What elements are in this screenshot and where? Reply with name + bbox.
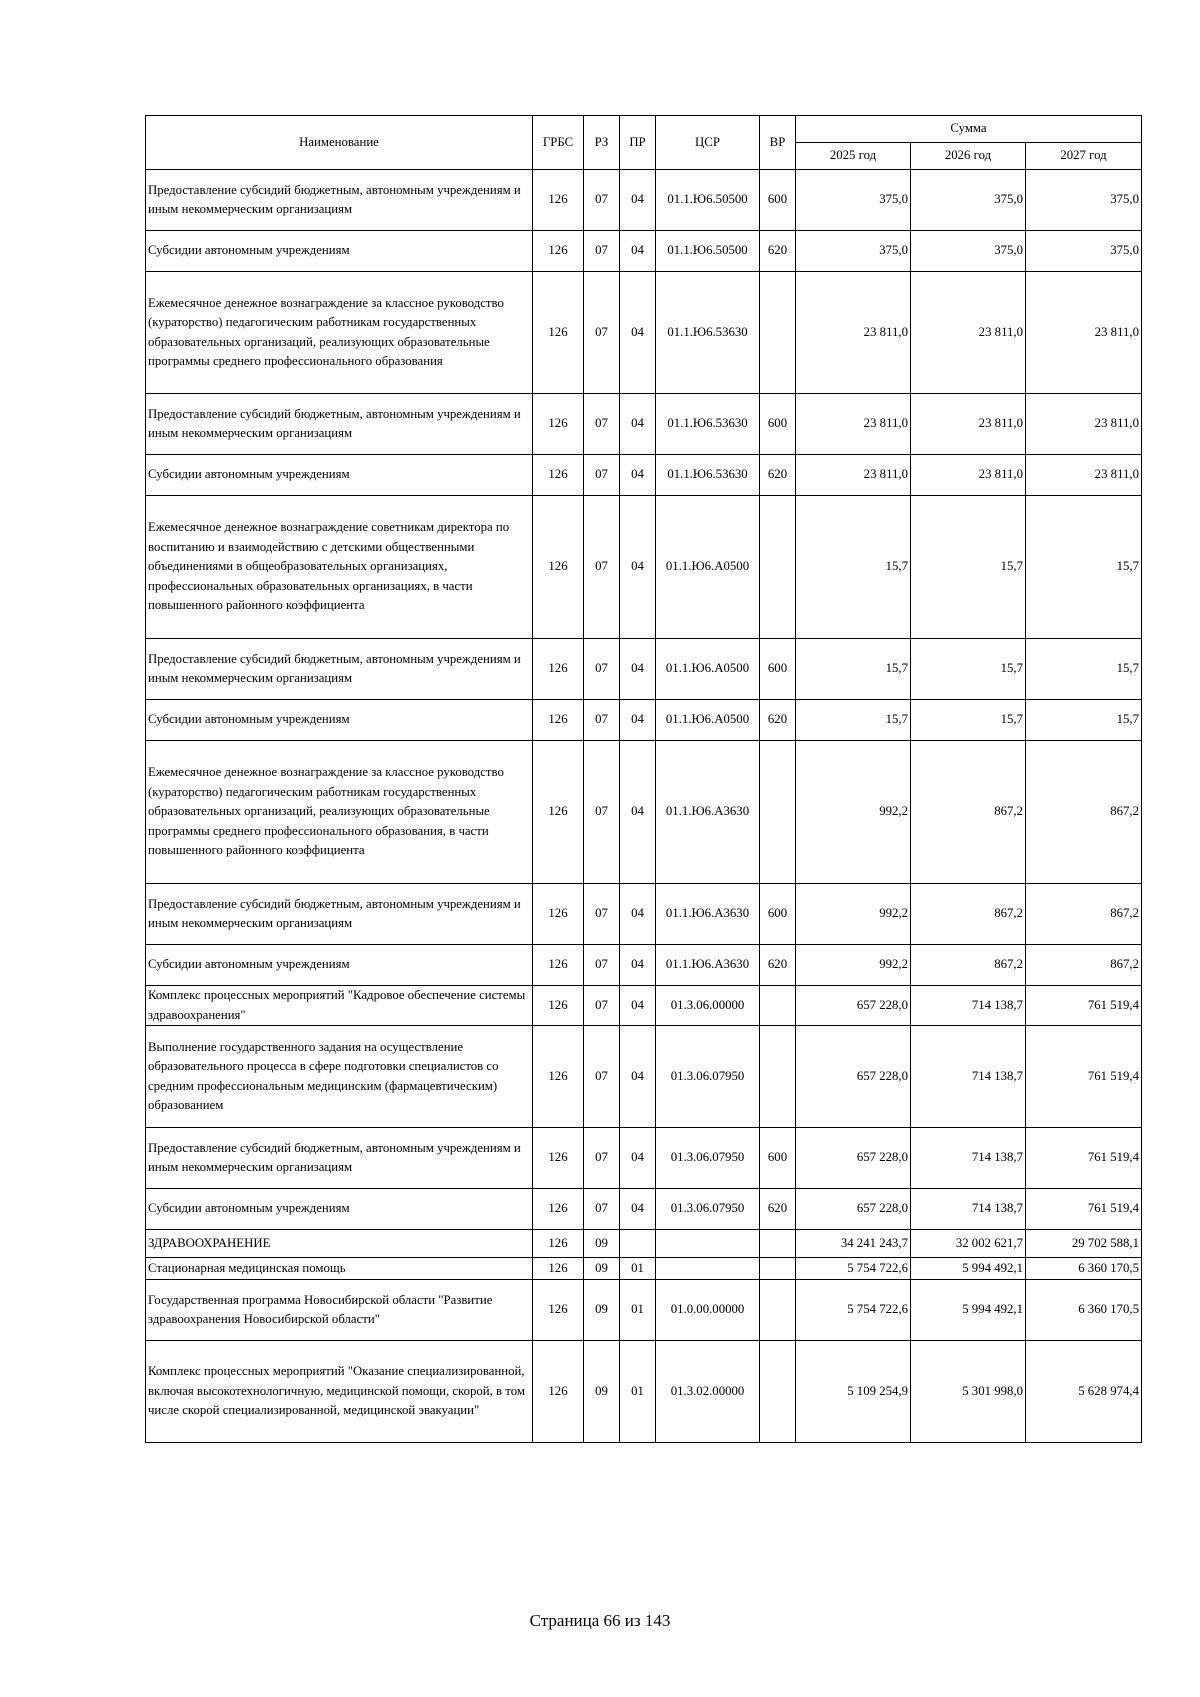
- table-row: [146, 272, 1142, 394]
- cell-csr: 01.1.Ю6.53630: [656, 455, 760, 496]
- cell-sum-2026: 714 138,7: [911, 986, 1026, 1026]
- budget-table: [145, 115, 1142, 1443]
- cell-grbs: 126: [533, 1341, 584, 1443]
- cell-sum-2025: 5 754 722,6: [796, 1280, 911, 1341]
- cell-rz: 07: [584, 394, 620, 455]
- table-row: [146, 945, 1142, 986]
- cell-csr: [656, 1230, 760, 1258]
- cell-csr: 01.1.Ю6.50500: [656, 170, 760, 231]
- cell-pr: 01: [620, 1341, 656, 1443]
- table-row: [146, 639, 1142, 700]
- cell-name: Государственная программа Новосибирской области "Развитие здравоохранения Новосибирской области": [146, 1280, 533, 1341]
- cell-csr: 01.1.Ю6.А3630: [656, 884, 760, 945]
- cell-sum-2027: 375,0: [1026, 231, 1142, 272]
- cell-sum-2026: 714 138,7: [911, 1128, 1026, 1189]
- cell-grbs: 126: [533, 170, 584, 231]
- table-row: [146, 496, 1142, 639]
- cell-sum-2027: 6 360 170,5: [1026, 1280, 1142, 1341]
- cell-vr: [760, 1026, 796, 1128]
- table-header: [146, 116, 1142, 170]
- cell-name: Ежемесячное денежное вознаграждение за классное руководство (кураторство) педагогическим работникам государственных образовательных организаций, реализующих образовательные программы среднего профессионального образования: [146, 272, 533, 394]
- cell-sum-2026: 23 811,0: [911, 272, 1026, 394]
- cell-name: Предоставление субсидий бюджетным, автономным учреждениям и иным некоммерческим организациям: [146, 884, 533, 945]
- table-row: [146, 455, 1142, 496]
- cell-sum-2026: 867,2: [911, 741, 1026, 884]
- cell-sum-2026: 5 994 492,1: [911, 1280, 1026, 1341]
- cell-csr: 01.3.06.00000: [656, 986, 760, 1026]
- cell-pr: 04: [620, 496, 656, 639]
- cell-sum-2025: 992,2: [796, 945, 911, 986]
- cell-vr: [760, 1341, 796, 1443]
- cell-pr: 04: [620, 986, 656, 1026]
- table-row: [146, 1280, 1142, 1341]
- table-row: [146, 1230, 1142, 1258]
- cell-rz: 07: [584, 741, 620, 884]
- cell-sum-2027: 15,7: [1026, 639, 1142, 700]
- cell-csr: 01.1.Ю6.А0500: [656, 496, 760, 639]
- table-row: [146, 170, 1142, 231]
- table-row: [146, 884, 1142, 945]
- cell-pr: 04: [620, 700, 656, 741]
- cell-sum-2025: 34 241 243,7: [796, 1230, 911, 1258]
- cell-csr: 01.1.Ю6.А3630: [656, 741, 760, 884]
- cell-csr: [656, 1258, 760, 1280]
- cell-grbs: 126: [533, 1258, 584, 1280]
- cell-sum-2027: 761 519,4: [1026, 1189, 1142, 1230]
- cell-sum-2026: 375,0: [911, 170, 1026, 231]
- cell-grbs: 126: [533, 884, 584, 945]
- cell-vr: 600: [760, 639, 796, 700]
- cell-rz: 07: [584, 639, 620, 700]
- cell-rz: 07: [584, 986, 620, 1026]
- header-name: Наименование: [146, 116, 533, 170]
- cell-rz: 07: [584, 1128, 620, 1189]
- cell-vr: 600: [760, 1128, 796, 1189]
- cell-sum-2027: 867,2: [1026, 884, 1142, 945]
- cell-sum-2026: 15,7: [911, 700, 1026, 741]
- table-body: [146, 170, 1142, 1443]
- cell-csr: 01.1.Ю6.53630: [656, 394, 760, 455]
- cell-pr: 04: [620, 170, 656, 231]
- cell-vr: 600: [760, 394, 796, 455]
- cell-vr: 600: [760, 170, 796, 231]
- cell-sum-2025: 23 811,0: [796, 272, 911, 394]
- cell-sum-2026: 867,2: [911, 945, 1026, 986]
- cell-sum-2025: 23 811,0: [796, 394, 911, 455]
- cell-pr: 04: [620, 1189, 656, 1230]
- cell-sum-2025: 5 109 254,9: [796, 1341, 911, 1443]
- cell-sum-2027: 761 519,4: [1026, 986, 1142, 1026]
- cell-sum-2027: 23 811,0: [1026, 455, 1142, 496]
- cell-sum-2027: 29 702 588,1: [1026, 1230, 1142, 1258]
- cell-sum-2026: 714 138,7: [911, 1026, 1026, 1128]
- cell-grbs: 126: [533, 1026, 584, 1128]
- cell-grbs: 126: [533, 231, 584, 272]
- cell-sum-2025: 5 754 722,6: [796, 1258, 911, 1280]
- cell-grbs: 126: [533, 394, 584, 455]
- cell-sum-2025: 15,7: [796, 496, 911, 639]
- cell-name: Выполнение государственного задания на осуществление образовательного процесса в сфере подготовки специалистов со средним профессиональным медицинским (фармацевтическим) образованием: [146, 1026, 533, 1128]
- cell-csr: 01.1.Ю6.А0500: [656, 639, 760, 700]
- header-year-2025: 2025 год: [796, 143, 911, 170]
- cell-sum-2025: 657 228,0: [796, 986, 911, 1026]
- cell-rz: 07: [584, 170, 620, 231]
- cell-sum-2026: 714 138,7: [911, 1189, 1026, 1230]
- cell-vr: [760, 1230, 796, 1258]
- cell-rz: 07: [584, 455, 620, 496]
- table-row: [146, 1189, 1142, 1230]
- cell-pr: 04: [620, 741, 656, 884]
- table-row: [146, 231, 1142, 272]
- cell-pr: 01: [620, 1280, 656, 1341]
- cell-pr: 04: [620, 455, 656, 496]
- cell-rz: 09: [584, 1258, 620, 1280]
- cell-sum-2025: 992,2: [796, 741, 911, 884]
- cell-csr: 01.1.Ю6.А0500: [656, 700, 760, 741]
- cell-csr: 01.3.06.07950: [656, 1189, 760, 1230]
- header-year-2026: 2026 год: [911, 143, 1026, 170]
- table-row: [146, 1128, 1142, 1189]
- cell-rz: 09: [584, 1280, 620, 1341]
- cell-csr: 01.3.06.07950: [656, 1026, 760, 1128]
- cell-vr: 620: [760, 1189, 796, 1230]
- cell-pr: 04: [620, 394, 656, 455]
- cell-vr: [760, 741, 796, 884]
- cell-sum-2025: 375,0: [796, 231, 911, 272]
- cell-name: ЗДРАВООХРАНЕНИЕ: [146, 1230, 533, 1258]
- cell-rz: 07: [584, 272, 620, 394]
- cell-csr: 01.1.Ю6.53630: [656, 272, 760, 394]
- table-row: [146, 1258, 1142, 1280]
- cell-sum-2026: 23 811,0: [911, 394, 1026, 455]
- cell-grbs: 126: [533, 945, 584, 986]
- header-grbs: ГРБС: [533, 116, 584, 170]
- cell-grbs: 126: [533, 455, 584, 496]
- cell-name: Ежемесячное денежное вознаграждение за классное руководство (кураторство) педагогическим работникам государственных образовательных организаций, реализующих образовательные программы среднего профессионального образования, в части повышенного районного коэффициента: [146, 741, 533, 884]
- cell-grbs: 126: [533, 986, 584, 1026]
- table-row: [146, 394, 1142, 455]
- cell-rz: 07: [584, 1026, 620, 1128]
- cell-sum-2025: 23 811,0: [796, 455, 911, 496]
- cell-sum-2027: 867,2: [1026, 945, 1142, 986]
- cell-rz: 07: [584, 884, 620, 945]
- cell-sum-2027: 867,2: [1026, 741, 1142, 884]
- cell-pr: 04: [620, 639, 656, 700]
- table-row: [146, 1026, 1142, 1128]
- header-csr: ЦСР: [656, 116, 760, 170]
- cell-rz: 09: [584, 1341, 620, 1443]
- cell-sum-2025: 657 228,0: [796, 1189, 911, 1230]
- cell-name: Комплекс процессных мероприятий "Кадровое обеспечение системы здравоохранения": [146, 986, 533, 1026]
- cell-rz: 07: [584, 945, 620, 986]
- cell-grbs: 126: [533, 1128, 584, 1189]
- cell-sum-2027: 761 519,4: [1026, 1128, 1142, 1189]
- header-pr: ПР: [620, 116, 656, 170]
- cell-pr: 01: [620, 1258, 656, 1280]
- table-row: [146, 986, 1142, 1026]
- cell-name: Комплекс процессных мероприятий "Оказание специализированной, включая высокотехнологичную, медицинской помощи, скорой, в том числе скорой специализированной, медицинской эвакуации": [146, 1341, 533, 1443]
- cell-sum-2027: 5 628 974,4: [1026, 1341, 1142, 1443]
- cell-sum-2025: 375,0: [796, 170, 911, 231]
- cell-sum-2025: 657 228,0: [796, 1026, 911, 1128]
- table-row: [146, 700, 1142, 741]
- cell-grbs: 126: [533, 272, 584, 394]
- cell-sum-2025: 15,7: [796, 639, 911, 700]
- cell-grbs: 126: [533, 1230, 584, 1258]
- cell-name: Субсидии автономным учреждениям: [146, 700, 533, 741]
- cell-sum-2025: 657 228,0: [796, 1128, 911, 1189]
- cell-sum-2027: 23 811,0: [1026, 394, 1142, 455]
- cell-sum-2025: 992,2: [796, 884, 911, 945]
- header-year-2027: 2027 год: [1026, 143, 1142, 170]
- cell-vr: 620: [760, 455, 796, 496]
- cell-vr: 620: [760, 945, 796, 986]
- cell-csr: 01.0.00.00000: [656, 1280, 760, 1341]
- cell-rz: 07: [584, 700, 620, 741]
- cell-pr: 04: [620, 884, 656, 945]
- cell-vr: 600: [760, 884, 796, 945]
- cell-grbs: 126: [533, 1280, 584, 1341]
- header-rz: РЗ: [584, 116, 620, 170]
- cell-name: Субсидии автономным учреждениям: [146, 1189, 533, 1230]
- cell-grbs: 126: [533, 741, 584, 884]
- cell-sum-2026: 5 301 998,0: [911, 1341, 1026, 1443]
- cell-pr: 04: [620, 231, 656, 272]
- cell-sum-2026: 5 994 492,1: [911, 1258, 1026, 1280]
- page-number: Страница 66 из 143: [529, 1611, 671, 1630]
- cell-sum-2026: 375,0: [911, 231, 1026, 272]
- cell-name: Стационарная медицинская помощь: [146, 1258, 533, 1280]
- cell-vr: [760, 1280, 796, 1341]
- cell-csr: 01.3.02.00000: [656, 1341, 760, 1443]
- cell-sum-2026: 867,2: [911, 884, 1026, 945]
- cell-sum-2027: 15,7: [1026, 700, 1142, 741]
- cell-csr: 01.3.06.07950: [656, 1128, 760, 1189]
- header-sum: Сумма: [796, 116, 1142, 143]
- cell-vr: [760, 986, 796, 1026]
- cell-name: Субсидии автономным учреждениям: [146, 231, 533, 272]
- cell-grbs: 126: [533, 639, 584, 700]
- cell-vr: [760, 272, 796, 394]
- cell-name: Предоставление субсидий бюджетным, автономным учреждениям и иным некоммерческим организациям: [146, 1128, 533, 1189]
- cell-pr: 04: [620, 1128, 656, 1189]
- cell-sum-2026: 15,7: [911, 639, 1026, 700]
- cell-name: Субсидии автономным учреждениям: [146, 945, 533, 986]
- cell-sum-2026: 32 002 621,7: [911, 1230, 1026, 1258]
- cell-sum-2026: 23 811,0: [911, 455, 1026, 496]
- cell-name: Предоставление субсидий бюджетным, автономным учреждениям и иным некоммерческим организациям: [146, 639, 533, 700]
- cell-vr: [760, 496, 796, 639]
- cell-sum-2027: 15,7: [1026, 496, 1142, 639]
- cell-vr: [760, 1258, 796, 1280]
- cell-name: Ежемесячное денежное вознаграждение советникам директора по воспитанию и взаимодействию с детскими общественными объединениями в общеобразовательных организациях, профессиональных образовательных организациях, в части повышенного районного коэффициента: [146, 496, 533, 639]
- cell-csr: 01.1.Ю6.А3630: [656, 945, 760, 986]
- cell-sum-2026: 15,7: [911, 496, 1026, 639]
- cell-csr: 01.1.Ю6.50500: [656, 231, 760, 272]
- cell-pr: 04: [620, 1026, 656, 1128]
- cell-name: Предоставление субсидий бюджетным, автономным учреждениям и иным некоммерческим организациям: [146, 394, 533, 455]
- header-vr: ВР: [760, 116, 796, 170]
- cell-grbs: 126: [533, 496, 584, 639]
- cell-rz: 07: [584, 1189, 620, 1230]
- table-row: [146, 1341, 1142, 1443]
- cell-grbs: 126: [533, 700, 584, 741]
- cell-rz: 07: [584, 231, 620, 272]
- cell-pr: [620, 1230, 656, 1258]
- cell-sum-2025: 15,7: [796, 700, 911, 741]
- cell-sum-2027: 761 519,4: [1026, 1026, 1142, 1128]
- cell-pr: 04: [620, 945, 656, 986]
- cell-rz: 09: [584, 1230, 620, 1258]
- cell-name: Предоставление субсидий бюджетным, автономным учреждениям и иным некоммерческим организациям: [146, 170, 533, 231]
- cell-sum-2027: 375,0: [1026, 170, 1142, 231]
- cell-pr: 04: [620, 272, 656, 394]
- cell-rz: 07: [584, 496, 620, 639]
- cell-vr: 620: [760, 700, 796, 741]
- cell-sum-2027: 6 360 170,5: [1026, 1258, 1142, 1280]
- cell-grbs: 126: [533, 1189, 584, 1230]
- table-row: [146, 741, 1142, 884]
- cell-vr: 620: [760, 231, 796, 272]
- cell-name: Субсидии автономным учреждениям: [146, 455, 533, 496]
- cell-sum-2027: 23 811,0: [1026, 272, 1142, 394]
